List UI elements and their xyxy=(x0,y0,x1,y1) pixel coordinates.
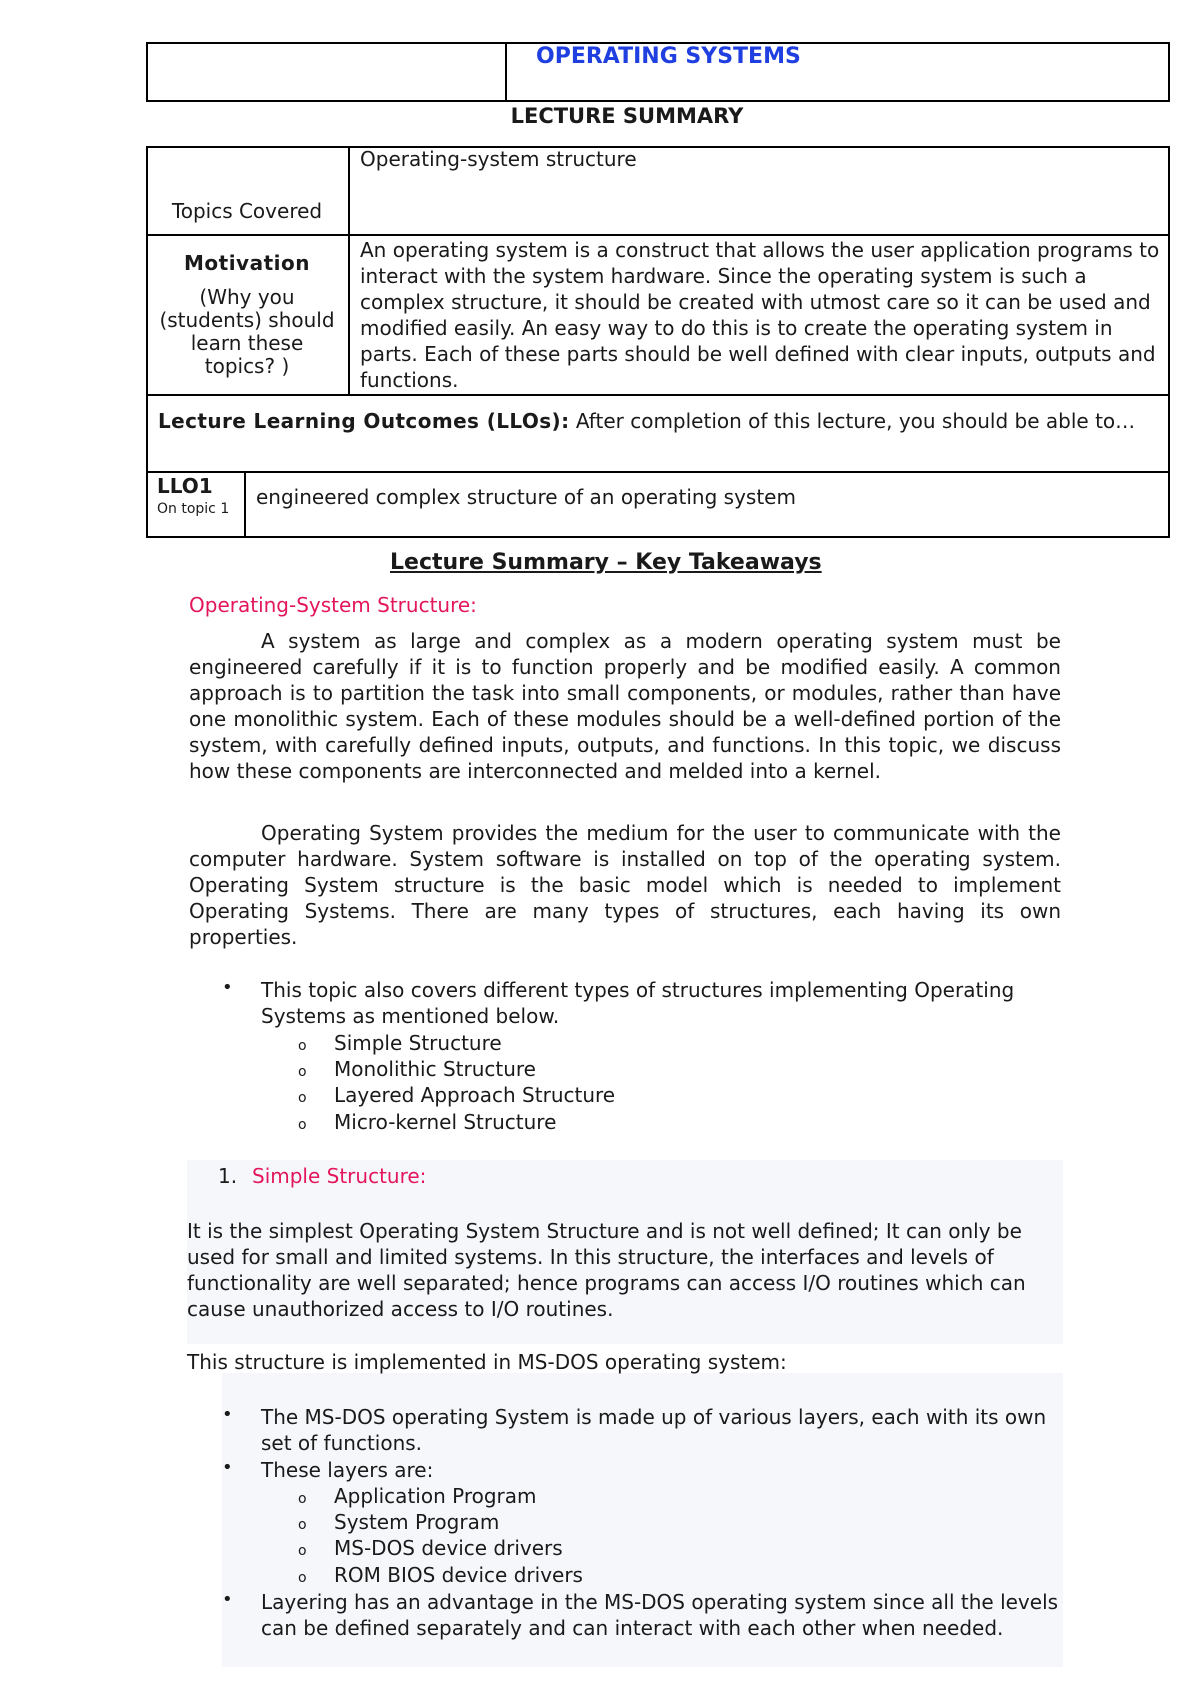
summary-col-divider xyxy=(348,146,350,394)
structures-intro: This topic also covers different types of structures implementing Operating Systems as mentioned below. xyxy=(261,978,1015,1028)
circle-bullet-icon: o xyxy=(298,1543,307,1559)
section-title: Operating-System Structure: xyxy=(189,593,477,617)
layer-item: Application Program xyxy=(334,1484,537,1508)
circle-bullet-icon: o xyxy=(298,1038,307,1054)
layer-item: System Program xyxy=(334,1510,500,1534)
msdos-bullet-2: These layers are: xyxy=(261,1458,434,1482)
bullet-icon: • xyxy=(222,1589,233,1610)
topics-label: Topics Covered xyxy=(171,199,323,223)
structure-item: Micro-kernel Structure xyxy=(334,1110,557,1134)
key-takeaways-heading: Lecture Summary – Key Takeaways xyxy=(390,550,822,575)
msdos-bullet-3: Layering has an advantage in the MS-DOS operating system since all the levels can be defined separately and can interact with each other when needed. xyxy=(261,1590,1059,1640)
layer-item: MS-DOS device drivers xyxy=(334,1536,563,1560)
summary-row-divider-1 xyxy=(146,234,1170,236)
simple-title: Simple Structure: xyxy=(252,1164,427,1188)
summary-row-divider-2 xyxy=(146,394,1170,396)
llo-intro-text: After completion of this lecture, you should be able to… xyxy=(569,409,1136,433)
llo-heading: Lecture Learning Outcomes (LLOs): xyxy=(158,409,570,433)
llo-intro xyxy=(158,408,1158,434)
circle-bullet-icon: o xyxy=(298,1570,307,1586)
summary-heading: LECTURE SUMMARY xyxy=(510,104,744,128)
circle-bullet-icon: o xyxy=(298,1064,307,1080)
circle-bullet-icon: o xyxy=(298,1517,307,1533)
circle-bullet-icon: o xyxy=(298,1090,307,1106)
llo1-text: engineered complex structure of an operating system xyxy=(256,485,796,509)
structure-item: Layered Approach Structure xyxy=(334,1083,616,1107)
msdos-intro: This structure is implemented in MS-DOS operating system: xyxy=(187,1350,787,1374)
bullet-icon: • xyxy=(222,1404,233,1425)
llo-col-divider xyxy=(244,471,246,538)
motivation-text: An operating system is a construct that allows the user application programs to interact with the system hardware. Since the operating system is such a complex structure, it should be created with utmost care so it can be used and modified easily. An easy way to do this is to create the operating system in parts. Each of these parts should be well defined with clear inputs, outputs and functions. xyxy=(360,238,1160,392)
course-title: OPERATING SYSTEMS xyxy=(536,44,801,69)
topics-value: Operating-system structure xyxy=(360,147,637,171)
header-divider xyxy=(505,42,507,102)
bullet-icon: • xyxy=(222,1457,233,1478)
simple-number: 1. xyxy=(218,1164,238,1188)
msdos-bullet-1: The MS-DOS operating System is made up of various layers, each with its own set of functions. xyxy=(261,1405,1047,1455)
llo1-sub: On topic 1 xyxy=(157,501,230,517)
simple-paragraph: It is the simplest Operating System Structure and is not well defined; It can only be used for small and limited systems. In this structure, the interfaces and levels of functionality are well separated; hence programs can access I/O routines which can cause unauthorized access to I/O routines. xyxy=(187,1219,1026,1321)
paragraph-2: Operating System provides the medium for the user to communicate with the computer hardware. System software is installed on top of the operating system. Operating System structure is the basic model which is needed to implement Operating Systems. There are many types of structures, each having its own properties. xyxy=(189,821,1061,949)
llo1-label: LLO1 xyxy=(157,474,213,498)
motivation-sub: (Why you (students) should learn these topics? ) xyxy=(159,285,335,378)
summary-row-divider-3 xyxy=(146,471,1170,473)
circle-bullet-icon: o xyxy=(298,1117,307,1133)
structure-item: Monolithic Structure xyxy=(334,1057,536,1081)
circle-bullet-icon: o xyxy=(298,1491,307,1507)
motivation-label: Motivation xyxy=(184,251,310,275)
bullet-icon: • xyxy=(222,977,233,998)
paragraph-1: A system as large and complex as a modern operating system must be engineered carefully if it is to function properly and be modified easily. A common approach is to partition the task into small components, or modules, rather than have one monolithic system. Each of these modules should be a well-defined portion of the system, with carefully defined inputs, outputs, and functions. In this topic, we discuss how these components are interconnected and melded into a kernel. xyxy=(189,629,1061,783)
layer-item: ROM BIOS device drivers xyxy=(334,1563,583,1587)
structure-item: Simple Structure xyxy=(334,1031,502,1055)
